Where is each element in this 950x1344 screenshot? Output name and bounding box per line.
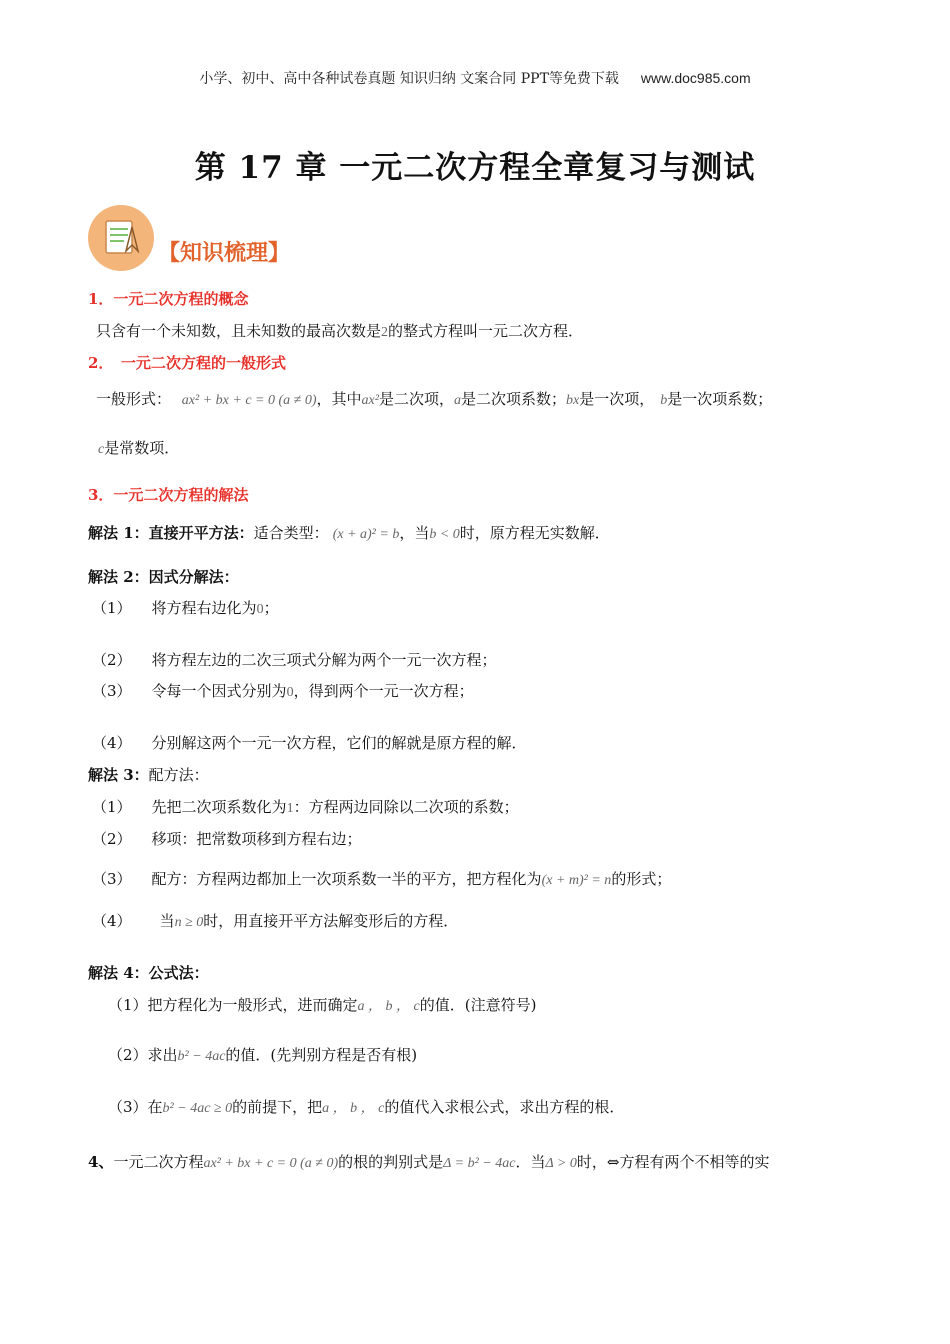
s2-formula: ax² + bx + c = 0 (a ≠ 0) <box>181 393 317 408</box>
m3-s2-text: 移项：把常数项移到方程右边； <box>151 830 362 848</box>
m2-s1-b: ； <box>263 599 279 617</box>
method-3-label-bold: 解法 3： <box>88 766 149 784</box>
m4-s3-c: 的值代入求根公式，求出方程的根． <box>384 1098 625 1116</box>
m2-s1-f: 0 <box>256 602 264 617</box>
s2-m2: a <box>453 393 461 408</box>
s2-t5: 是一次项系数； <box>667 390 773 408</box>
m3-s4-f: n ≥ 0 <box>174 915 204 930</box>
m3-s1-num: （1） <box>92 798 132 816</box>
s4-f1: ax² + bx + c = 0 (a ≠ 0) <box>203 1156 339 1171</box>
s4-t2: 的根的判别式是 <box>338 1153 444 1171</box>
m2-s1-num: （1） <box>92 599 132 617</box>
method-2-step-3 <box>92 680 474 701</box>
method-1-t1: 适合类型： <box>253 524 329 542</box>
m2-s2-text: 将方程左边的二次三项式分解为两个一元一次方程； <box>151 651 497 669</box>
notebook-icon <box>88 205 154 271</box>
method-1-f2: b < 0 <box>429 527 460 542</box>
method-3-step-1 <box>92 796 519 817</box>
method-2-label: 解法 2：因式分解法： <box>88 568 239 586</box>
section-3-title: 3．一元二次方程的解法 <box>88 486 249 504</box>
s1-text-b: 的整式方程叫一元二次方程． <box>388 322 584 340</box>
header-site[interactable]: www.doc985.com <box>640 70 751 86</box>
method-3-step-4 <box>92 910 458 931</box>
method-1-t3: 时，原方程无实数解． <box>459 524 610 542</box>
s1-text-a: 只含有一个未知数，且未知数的最高次数是 <box>96 322 382 340</box>
s4-t1: 一元二次方程 <box>113 1153 204 1171</box>
m4-s2-a: （2）求出 <box>108 1046 178 1064</box>
s4-t3: ．当 <box>515 1153 546 1171</box>
s2-m4: b <box>660 393 668 408</box>
m4-s2-f: b² − 4ac <box>177 1049 226 1064</box>
method-2-step-1 <box>92 597 279 618</box>
s4-t4: 时，⇔方程有两个不相等的实 <box>576 1153 770 1171</box>
method-2-step-2 <box>92 649 497 670</box>
m2-s4-num: （4） <box>92 734 132 752</box>
s4-f3: Δ > 0 <box>545 1156 577 1171</box>
page-title: 第 17 章 一元二次方程全章复习与测试 <box>194 150 756 186</box>
method-3-step-3 <box>92 868 671 889</box>
section-1-body <box>96 320 583 341</box>
m3-s4-a: 当 <box>159 912 175 930</box>
page-header <box>0 68 950 88</box>
s2-t6: 是常数项． <box>104 439 180 457</box>
method-2-step-4 <box>92 732 527 753</box>
m3-s3-a: 配方：方程两边都加上一次项系数一半的平方，把方程化为 <box>151 870 542 888</box>
s4-f2: Δ = b² − 4ac <box>443 1156 516 1171</box>
m3-s3-num: （3） <box>92 870 132 888</box>
method-4-label: 解法 4：公式法： <box>88 964 209 982</box>
m4-s3-f1: b² − 4ac ≥ 0 <box>162 1101 233 1116</box>
s2-t1: ，其中 <box>316 390 362 408</box>
m2-s3-f: 0 <box>286 685 294 700</box>
s2-m3: bx <box>565 393 580 408</box>
s2-t4: 是一次项， <box>579 390 655 408</box>
method-1-label: 解法 1：直接开平方法： <box>88 524 254 542</box>
m4-s3-a: （3）在 <box>108 1098 163 1116</box>
m3-s1-f: 1 <box>286 801 294 816</box>
section-heading: 【知识梳理】 <box>158 240 291 266</box>
s2-label: 一般形式： <box>96 390 172 408</box>
m4-s3-f2: a ， b ， c <box>322 1101 385 1116</box>
section-2-title: 2． 一元二次方程的一般形式 <box>88 354 286 372</box>
method-3-label <box>88 764 209 785</box>
method-4-step-3 <box>108 1096 624 1117</box>
method-1 <box>88 522 610 543</box>
m4-s1-b: 的值．(注意符号) <box>419 996 537 1014</box>
method-3-step-2 <box>92 828 362 849</box>
section-2-line-2 <box>98 437 179 458</box>
m3-s4-num: （4） <box>92 912 132 930</box>
s2-t3: 是二次项系数； <box>460 390 566 408</box>
m4-s1-f: a ， b ， c <box>357 999 420 1014</box>
m2-s3-num: （3） <box>92 682 132 700</box>
method-1-f1: (x + a)² = b <box>332 527 400 542</box>
method-4-step-1 <box>108 994 536 1015</box>
m4-s1-a: （1）把方程化为一般形式，进而确定 <box>108 996 358 1014</box>
section-2-line-1 <box>96 388 772 409</box>
m3-s1-b: ：方程两边同除以二次项的系数； <box>293 798 519 816</box>
s2-t2: 是二次项， <box>378 390 454 408</box>
s1-number: 2 <box>381 325 389 340</box>
m4-s2-b: 的值．(先判别方程是否有根) <box>225 1046 418 1064</box>
section-1-title: 1．一元二次方程的概念 <box>88 290 249 308</box>
s2-m5: c <box>98 442 105 457</box>
s4-num: 4、 <box>88 1153 114 1171</box>
m2-s1-a: 将方程右边化为 <box>151 599 257 617</box>
m2-s3-a: 令每一个因式分别为 <box>151 682 287 700</box>
m2-s3-b: ，得到两个一元一次方程； <box>293 682 474 700</box>
m3-s3-b: 的形式； <box>611 870 672 888</box>
header-text: 小学、初中、高中各种试卷真题 知识归纳 文案合同 PPT等免费下载 <box>199 71 619 87</box>
section-4-line <box>88 1151 769 1172</box>
m3-s3-f: (x + m)² = n <box>541 873 612 888</box>
method-3-label-text: 配方法： <box>148 766 209 784</box>
m4-s3-b: 的前提下，把 <box>232 1098 323 1116</box>
m2-s4-text: 分别解这两个一元一次方程，它们的解就是原方程的解． <box>151 734 527 752</box>
m3-s1-a: 先把二次项系数化为 <box>151 798 287 816</box>
method-4-step-2 <box>108 1044 417 1065</box>
s2-m1: ax² <box>361 393 379 408</box>
method-1-t2: ，当 <box>399 524 430 542</box>
m2-s2-num: （2） <box>92 651 132 669</box>
m3-s4-b: 时，用直接开平方法解变形后的方程． <box>203 912 459 930</box>
m3-s2-num: （2） <box>92 830 132 848</box>
